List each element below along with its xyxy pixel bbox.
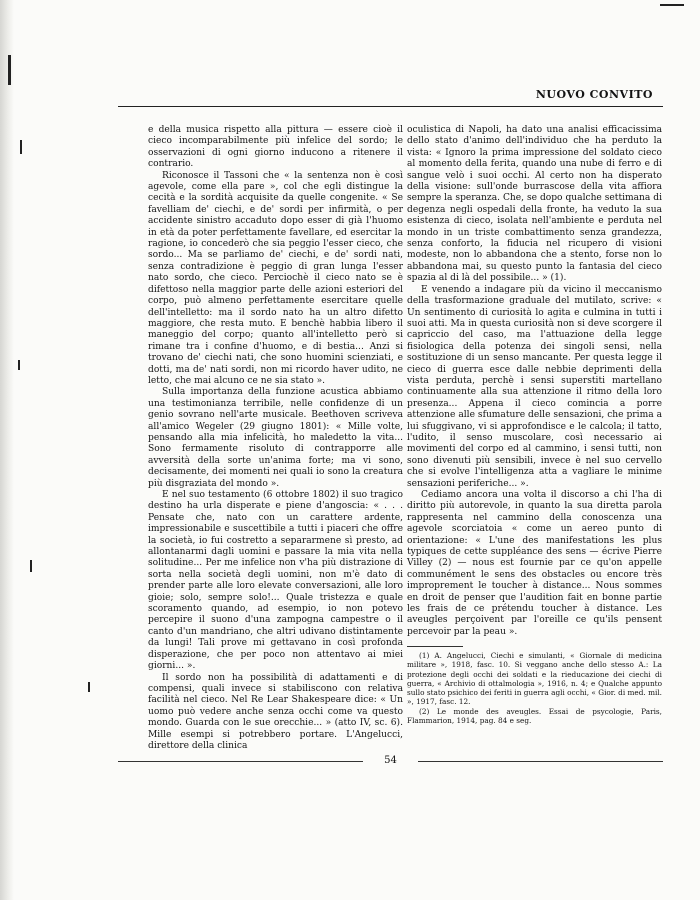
scan-mark — [18, 360, 20, 370]
paragraph: oculistica di Napoli, ha dato una analisi efficacissima dello stato d'animo dell'individuo che ha perduto la vista: « Ignoro la prima impressione del soldato cieco al momento della ferita, quando una nube di ferro e di sangue velò i suoi occhi. Al certo non ha disperato della visione: sull'onde burrascose della vita affiora sempre la speranza. Che, se dopo qualche settimana di degenza negli ospedali della fronte, ha veduto la sua esistenza di cieco, isolata nell'ambiente e perduta nel mondo in un triste combattimento senza grandezza, senza conforto, la fiducia nel ricupero di visioni modeste, non lo abbandona che a stento, forse non lo abbandona mai, su questo punto la fantasia del cieco spazia al di là del possibile... » (1). — [407, 125, 662, 284]
scan-left-edge — [0, 0, 14, 900]
paragraph: E venendo a indagare più da vicino il meccanismo della trasformazione graduale del mutilato, scrive: « Un sentimento di curiosità lo agita e culmina in tutti i suoi atti. Ma in questa curiosità non si deve scorgere il capriccio del caso, ma l'attuazione della legge fisiologica della potenza dei singoli sensi, nella sostituzione di un senso mancante. Per questa legge il cieco di guerra esce dalle nebbie deprimenti della vista perduta, perchè i sensi superstiti martellano continuamente alla sua attenzione il ritmo della loro presenza... Appena il cieco comincia a porre attenzione alle sfumature delle sensazioni, che prima a lui sfuggivano, vi si approfondisce e le calcola; il tatto, l'udito, il senso muscolare, così necessario ai movimenti del corpo ed al cammino, i sensi tutti, non sono divenuti più sensibili, invece è nel suo cervello che si evolve l'intelligenza atta a vagliare le minime sensazioni periferiche... ». — [407, 284, 662, 489]
footnote-rule — [407, 646, 463, 647]
scan-mark — [8, 55, 11, 85]
footnotes — [407, 651, 662, 725]
footnote: (1) A. Angelucci, Ciechi e simulanti, « Giornale di medicina militare », 1918, fasc. 10. Si veggano anche dello stesso A.: La protezione degli occhi dei soldati e la rieducazione dei ciechi di guerra, « Archivio di ottalmologia », 1916, n. 4; e Qualche appunto sullo stato psichico dei feriti in guerra agli occhi, « Gior. di med. mil. », 1917, fasc. 12. — [407, 651, 662, 707]
footnote: (2) Le monde des aveugles. Essai de psycologie, Paris, Flammarion, 1914, pag. 84 e seg. — [407, 706, 662, 725]
scan-mark — [88, 682, 90, 692]
paragraph: Sulla importanza della funzione acustica abbiamo una testimonianza terribile, nelle confidenze di un genio sovrano nell'arte musicale. Beethoven scriveva all'amico Wegeler (29 giugno 1801): « Mille volte, pensando alla mia infelicità, ho maledetto la vita... Sono fermamente risoluto di contrapporre alle avversità della sorte un'anima forte; ma vi sono, decisamente, dei momenti nei quali io sono la creatura più disgraziata del mondo ». — [148, 387, 403, 489]
footer-rule-left — [118, 761, 363, 762]
running-header — [118, 88, 663, 107]
right-column — [407, 125, 662, 725]
left-column — [148, 125, 403, 752]
page-footer — [118, 755, 663, 767]
scan-mark — [30, 560, 32, 572]
scan-mark — [660, 4, 684, 6]
paragraph: Riconosce il Tassoni che « la sentenza non è così agevole, come ella pare », col che egli distingue la cecità e la sordità acquisite da quelle congenite. « Se favelliam de' ciechi, e de' sordi per infirmità, o per accidente sinistro accaduto dopo esser di già l'huomo in età da poter perfettamente favellare, ed esercitar la ragione, io concederò che sia peggio l'esser cieco, che sordo... Ma se parliamo de' ciechi, e de' sordi nati, senza contradizione è peggio di gran lunga l'esser nato sordo, che cieco. Perciochè il cieco nato se è difettoso nella maggior parte delle azioni esteriori del corpo, può almeno perfettamente esercitare quelle dell'intelletto: ma il sordo nato ha un altro difetto maggiore, che resta muto. E benchè habbia libero il maneggio del corpo; quanto all'intelletto però si rimane tra i confine d'huomo, e di bestia... Anzi si trovano de' ciechi nati, che sono huomini scienziati, e dotti, ma de' nati sordi, non mi ricordo haver udito, ne letto, che mai alcuno ce ne sia stato ». — [148, 170, 403, 386]
paragraph: Il sordo non ha possibilità di adattamenti e di compensi, quali invece si stabiliscono con relativa facilità nel cieco. Nel Re Lear Shakespeare dice: « Un uomo può vedere anche senza occhi come va questo mondo. Guarda con le sue orecchie... » (atto IV, sc. 6). Mille esempi si potrebbero portare. L'Angelucci, direttore della clinica — [148, 672, 403, 751]
paragraph: E nel suo testamento (6 ottobre 1802) il suo tragico destino ha urla disperate e piene d'angoscia: « . . . Pensate che, nato con un carattere ardente, impressionabile e suscettibile a tutti i piaceri che offre la società, io fui costretto a separarmene sì presto, ad allontanarmi dagli uomini e passare la mia vita nella solitudine... Per me infelice non v'ha più distrazione di sorta nella società degli uomini, non m'è dato di prender parte alle loro elevate conversazioni, alle loro gioie; solo, sempre solo!... Quale tristezza e quale scoramento quando, ad esempio, io non potevo percepire il suono d'una zampogna campestre o il canto d'un mandriano, che altri udivano distintamente da lungi! Tali prove mi gettavano in così profonda disperazione, che per poco non attentavo ai miei giorni... ». — [148, 490, 403, 672]
paragraph: e della musica rispetto alla pittura — essere cioè il cieco incomparabilmente più infelice del sordo; le osservazioni di ogni giorno inducono a ritenere il contrario. — [148, 125, 403, 170]
header-title: NUOVO CONVITO — [535, 88, 653, 101]
paragraph: Cediamo ancora una volta il discorso a chi l'ha di diritto più autorevole, in quanto la sua diretta parola rappresenta nel cammino della conoscenza una agevole scorciatoia « come un aereo punto di orientazione: « L'une des manifestations les plus typiques de cette suppléance des sens — écrive Pierre Villey (2) — nous est fournie par ce qu'on appelle communément le sens des obstacles ou encore très improprement le toucher à distance... Nous sommes en droit de penser que l'audition fait en bonne partie les frais de ce prétendu toucher à distance. Les aveugles perçoivent par l'oreille ce qu'ils pensent percevoir par la peau ». — [407, 490, 662, 637]
scan-mark — [20, 140, 22, 154]
footer-rule-right — [418, 761, 663, 762]
page-number: 54 — [384, 755, 397, 766]
